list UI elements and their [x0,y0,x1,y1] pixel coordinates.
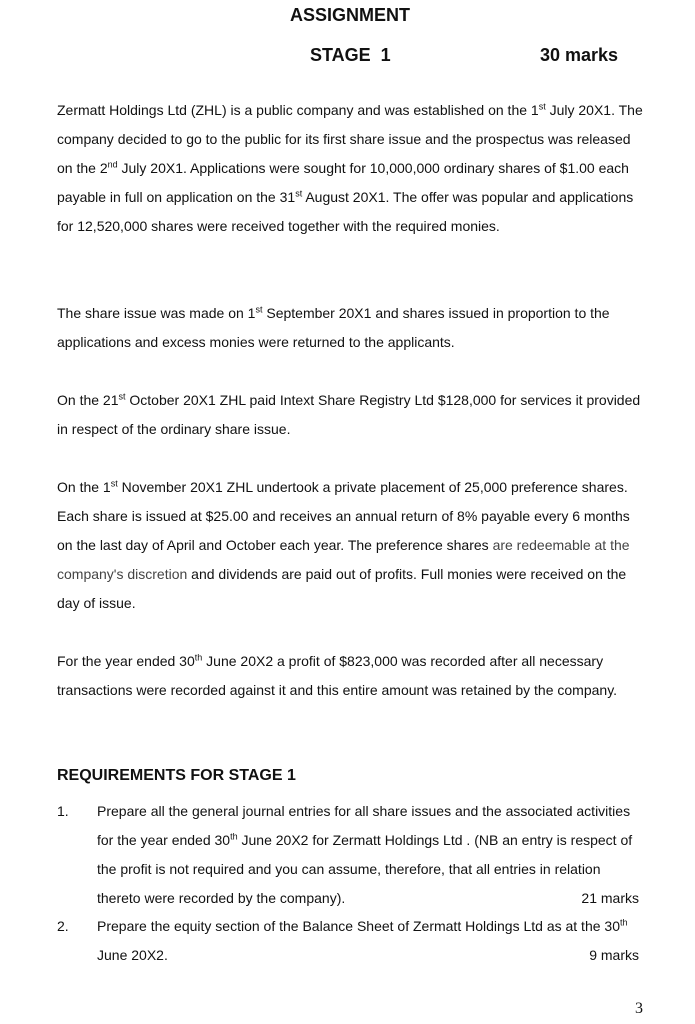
requirement-text [97,797,639,913]
paragraph-text: October 20X1 ZHL paid Intext Share Registry Ltd $128,000 for services it provided in respect of the ordinary share issue. [57,392,641,437]
paragraph-company-background [57,96,647,241]
ordinal-suffix: st [295,188,303,199]
requirement-text-part: Prepare all the general journal entries for all share issues and the associated activities for the year ended 30 [97,803,631,848]
paragraph-text: and dividends are paid out of profits. Full monies were received on the day of issue. [57,566,627,611]
paragraph-text: November 20X1 ZHL undertook a private placement of 25,000 preference shares. Each share is issued at $25.00 and receives an annual return of 8% payable every 6 months on the last day of April and October each year. The preference shares [57,479,630,553]
ordinal-suffix: st [110,478,118,489]
paragraph-text: July 20X1. Applications were sought for 10,000,000 ordinary shares of $1.00 each payable in full on application on the 31 [57,160,629,205]
requirement-text-part: Prepare the equity section of the Balance Sheet of Zermatt Holdings Ltd as at the 30 [97,918,620,934]
requirement-text-part: June 20X2 for Zermatt Holdings Ltd . (NB an entry is respect of the profit is not required and you can assume, therefore, that all entries in relation thereto were recorded by the company). [97,832,633,906]
paragraph-preference-shares [57,473,647,618]
requirement-number: 2. [57,918,69,934]
ordinal-suffix: st [118,391,126,402]
paragraph-text: For the year ended 30 [57,653,195,669]
page-number: 3 [635,1000,643,1017]
requirement-marks: 9 marks [589,947,639,963]
requirement-item-2 [57,912,647,970]
total-marks: 30 marks [540,45,619,65]
requirement-text [97,912,639,970]
ordinal-suffix: th [230,831,238,842]
paragraph-text: July 20X1. The company decided to go to the public for its first share issue and the prospectus was released on the 2 [57,102,643,176]
paragraph-text: August 20X1. The offer was popular and applications for 12,520,000 shares were received together with the required monies. [57,189,634,234]
requirement-marks: 21 marks [581,890,639,906]
assignment-title: ASSIGNMENT [289,5,410,25]
ordinal-suffix: st [538,101,546,112]
ordinal-suffix: st [255,304,263,315]
paragraph-text: September 20X1 and shares issued in proportion to the applications and excess monies were returned to the applicants. [57,305,610,350]
paragraph-text: On the 21 [57,392,119,408]
paragraph-text: The share issue was made on 1 [57,305,256,321]
ordinal-suffix: th [619,917,628,928]
paragraph-registry-payment [57,386,647,444]
requirement-number: 1. [57,803,69,819]
paragraph-text: Zermatt Holdings Ltd (ZHL) is a public company and was established on the 1 [57,102,539,118]
requirement-text-part: June 20X2. [97,947,168,963]
ordinal-suffix: th [194,652,203,663]
paragraph-share-issue [57,299,647,357]
paragraph-text: On the 1 [57,479,111,495]
paragraph-text: June 20X2 a profit of $823,000 was recorded after all necessary transactions were recorded against it and this entire amount was retained by the company. [57,653,618,698]
ordinal-suffix: nd [107,159,118,170]
stage-label: STAGE 1 [310,45,391,65]
paragraph-profit [57,647,647,705]
requirements-heading: REQUIREMENTS FOR STAGE 1 [57,767,296,784]
paragraph-text-highlight: are redeemable at the company's discretion [57,537,630,582]
requirement-item-1 [57,797,647,913]
